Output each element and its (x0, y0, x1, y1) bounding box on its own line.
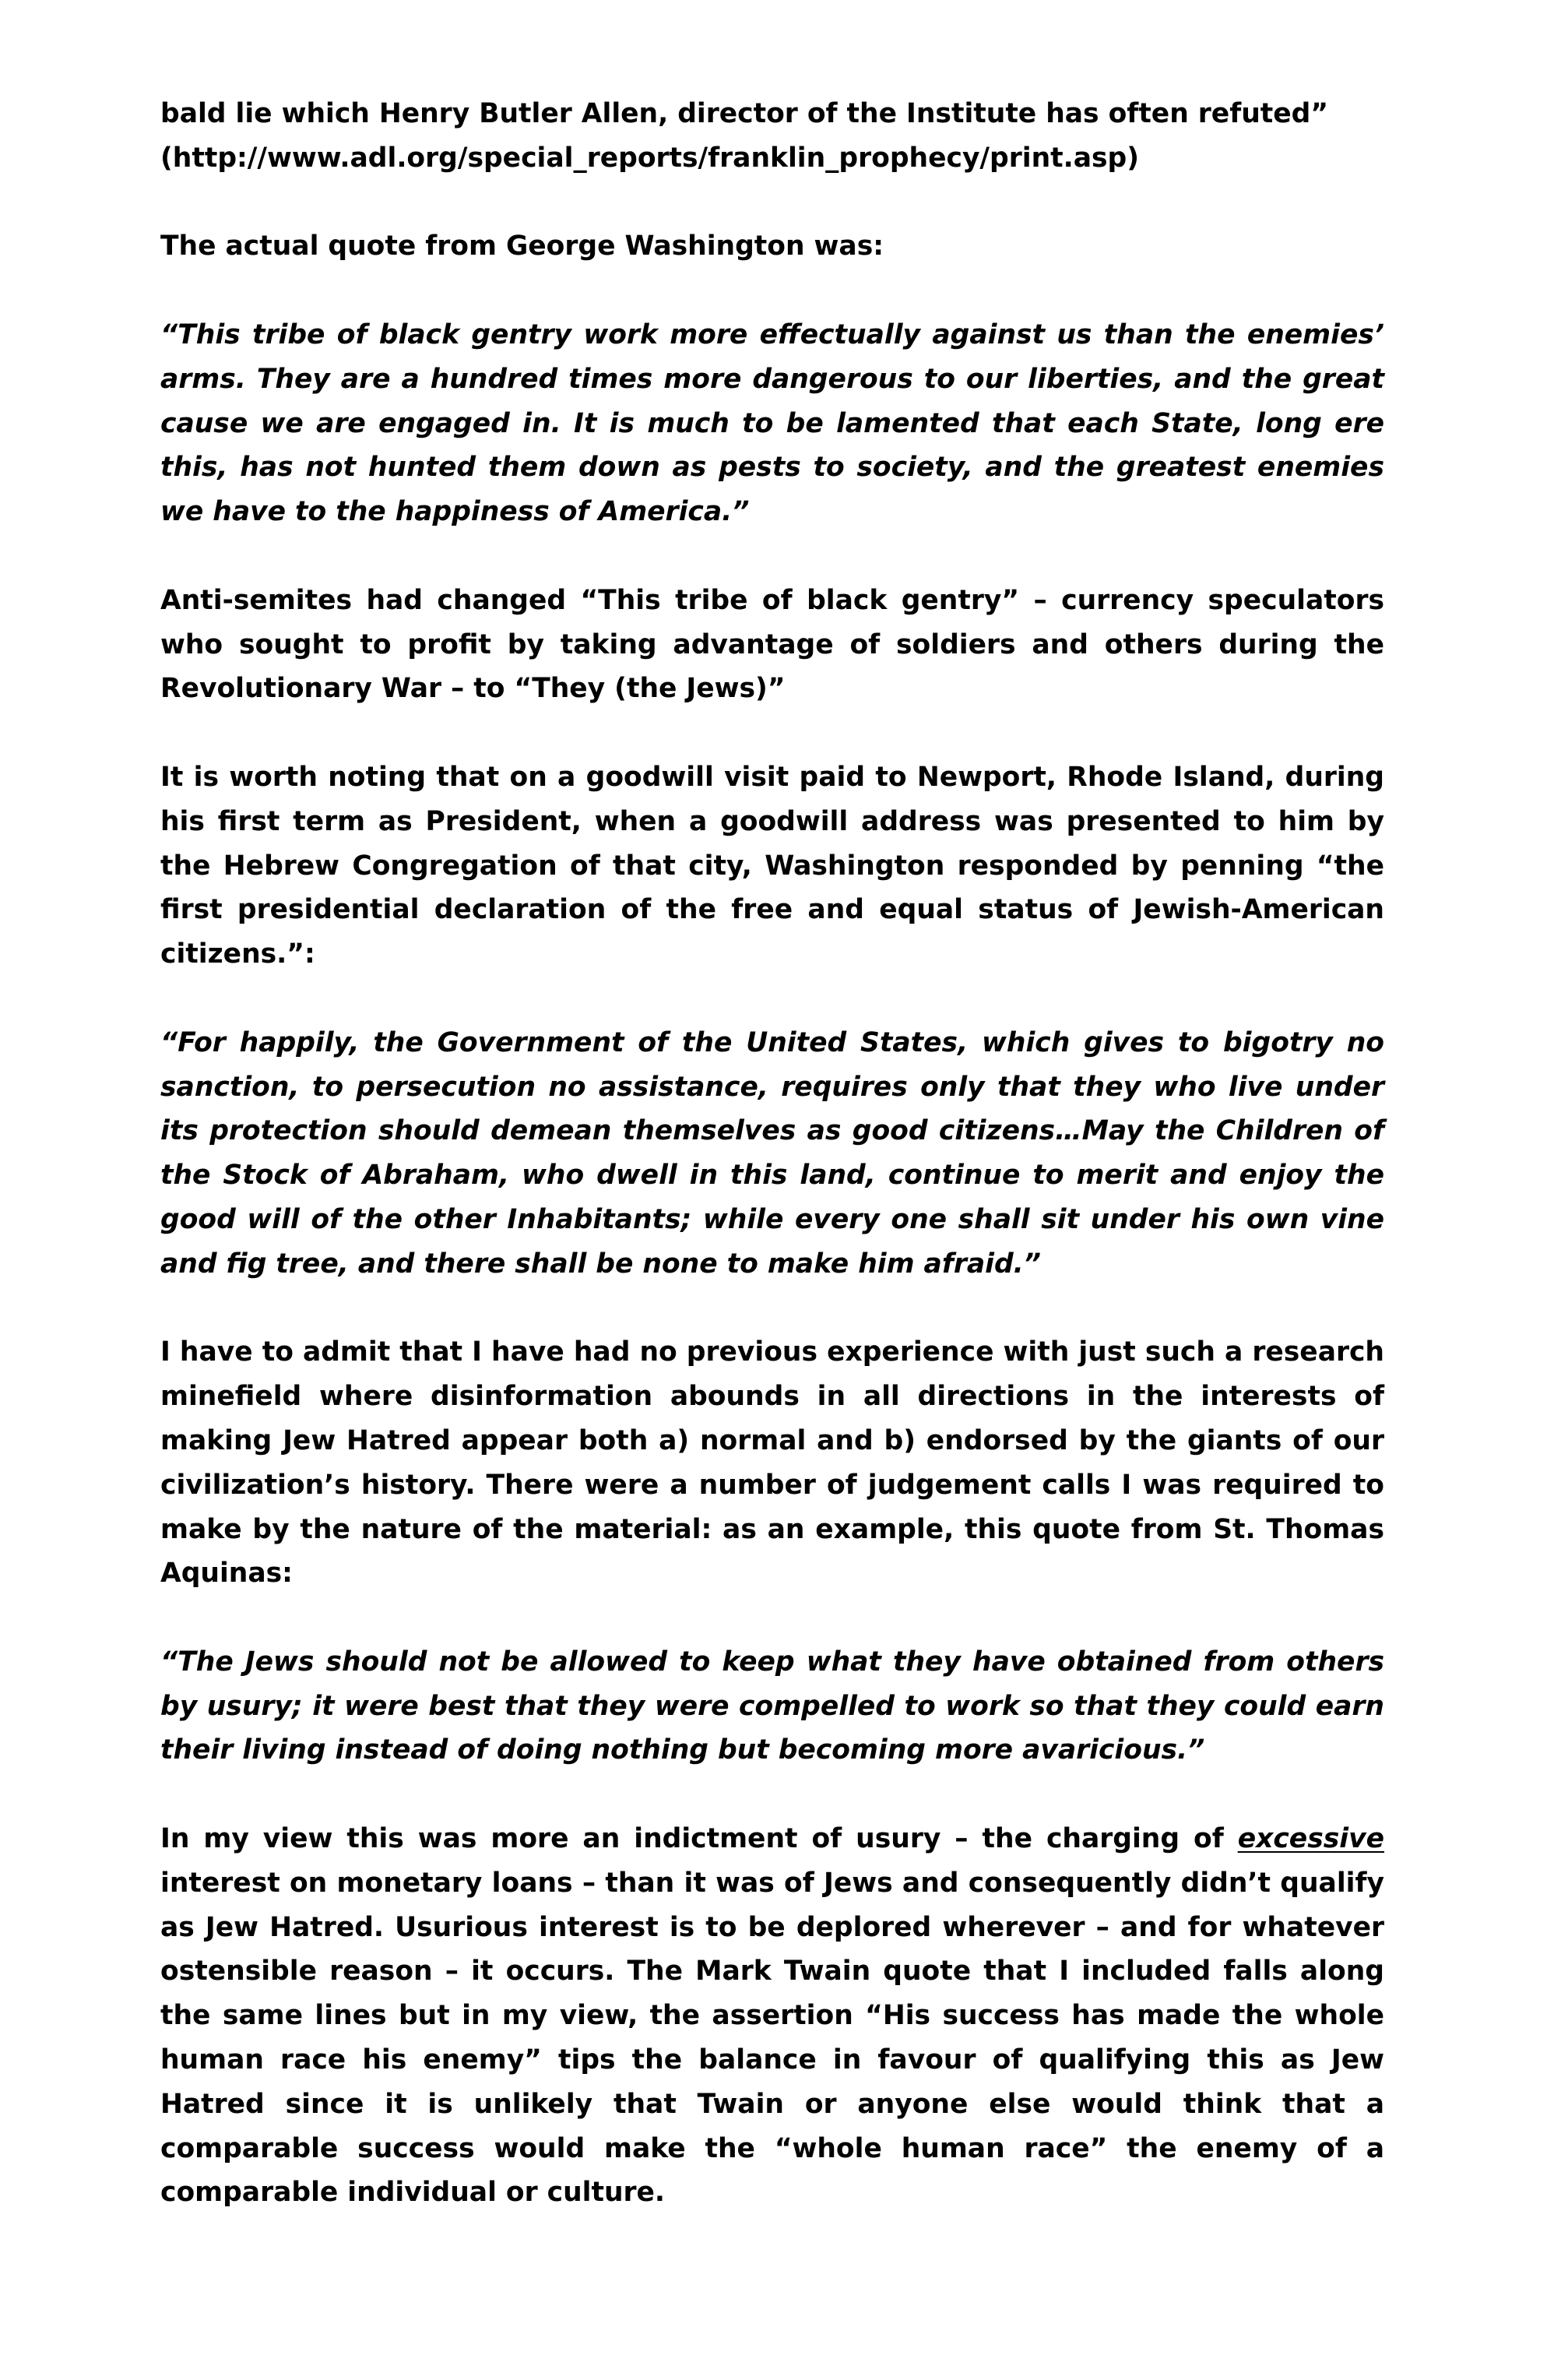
paragraph-antisemites-changed: Anti-semites had changed “This tribe of black gentry” – currency speculators who sought to profit by taking advantage of soldiers and others during the Revolutionary War – to “They (the Jews)” (160, 584, 1384, 705)
emphasized-word: excessive (1237, 1823, 1384, 1855)
paragraph-usury-view (160, 1817, 1384, 2215)
quote-washington-gentry: “This tribe of black gentry work more effectually against us than the enemies’ arms. They are a hundred times more dangerous to our liberties, and the great cause we are engaged in. It is much to be lamented that each State, long ere this, has not hunted them down as pests to society, and the greatest enemies we have to the happiness of America.” (160, 319, 1384, 528)
usury-text-rest: interest on monetary loans – than it was of Jews and consequently didn’t qualify as Jew Hatred. Usurious interest is to be deplored wherever – and for whatever ostensible reason – it occurs. The Mark Twain quote that I included falls along the same lines but in my view, the assertion “His success has made the whole human race his enemy” tips the balance in favour of qualifying this as Jew Hatred since it is unlikely that Twain or anyone else would think that a comparable success would make the “whole human race” the enemy of a comparable individual or culture. (160, 1867, 1384, 2209)
paragraph-newport-visit: It is worth noting that on a goodwill visit paid to Newport, Rhode Island, during his first term as President, when a goodwill address was presented to him by the Hebrew Congregation of that city, Washington responded by penning “the first presidential declaration of the free and equal status of Jewish-American citizens.”: (160, 761, 1384, 970)
paragraph-research-minefield: I have to admit that I have had no previous experience with just such a research minefield where disinformation abounds in all directions in the interests of making Jew Hatred appear both a) normal and b) endorsed by the giants of our civilization’s history. There were a number of judgement calls I was required to make by the nature of the material: as an example, this quote from St. Thomas Aquinas: (160, 1336, 1384, 1590)
continuation-line: bald lie which Henry Butler Allen, director of the Institute has often refuted” (160, 98, 1329, 129)
quote-washington-newport: “For happily, the Government of the United States, which gives to bigotry no sanction, to persecution no assistance, requires only that they who live under its protection should demean themselves as good citizens…May the Children of the Stock of Abraham, who dwell in this land, continue to merit and enjoy the good will of the other Inhabitants; while every one shall sit under his own vine and fig tree, and there shall be none to make him afraid.” (160, 1026, 1384, 1280)
quote-aquinas: “The Jews should not be allowed to keep what they have obtained from others by usury; it were best that they were compelled to work so that they could earn their living instead of doing nothing but becoming more avaricious.” (160, 1646, 1384, 1766)
paragraph-intro-washington: The actual quote from George Washington was: (160, 231, 884, 262)
usury-text-start: In my view this was more an indictment of usury – the charging of (160, 1823, 1238, 1855)
source-url: (http://www.adl.org/special_reports/franklin_prophecy/print.asp) (160, 142, 1140, 174)
document-page (160, 92, 1384, 2259)
paragraph-continuation (160, 92, 1384, 181)
